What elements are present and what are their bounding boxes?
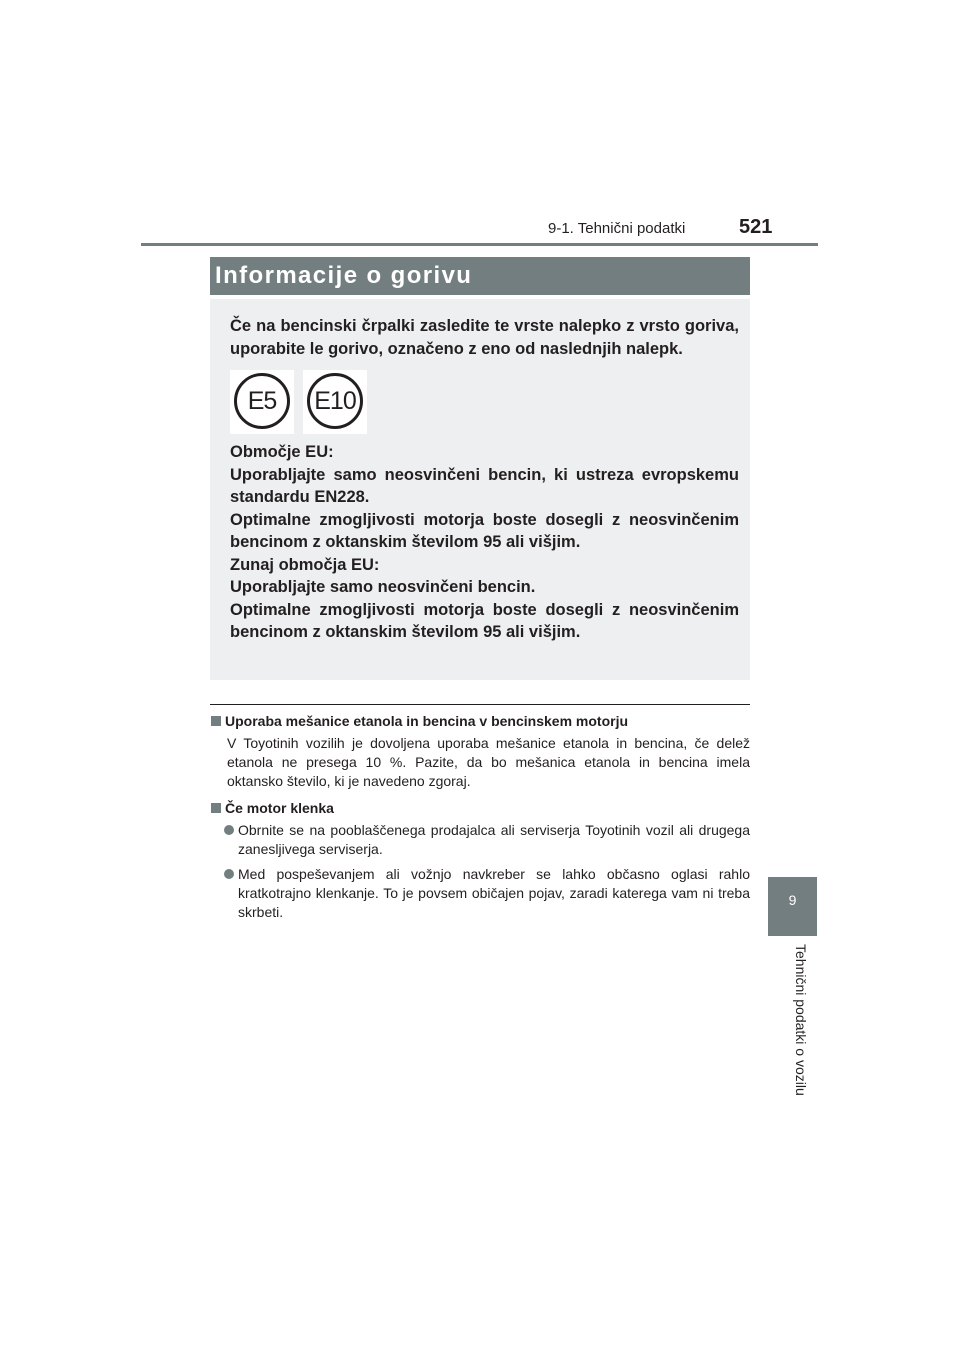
header-divider [141, 243, 818, 246]
eu-heading: Območje EU: [230, 443, 334, 461]
note-heading-text: Uporaba mešanice etanola in bencina v bencinskem motorju [225, 713, 629, 729]
eu-text-standard: Uporabljajte samo neosvinčeni bencin, ki ustreza evropskemu standardu EN228. [230, 465, 739, 506]
note-heading-text: Če motor klenka [225, 800, 334, 816]
round-bullet-icon [224, 825, 234, 835]
note-heading-knocking [210, 799, 750, 818]
fuel-badge-e10: E10 [307, 373, 363, 429]
non-eu-text-octane: Optimalne zmogljivosti motorja boste dosegli z neosvinčenim bencinom z oktanskim številom 95 ali višjim. [230, 600, 739, 641]
eu-text-octane: Optimalne zmogljivosti motorja boste dosegli z neosvinčenim bencinom z oktanskim številom 95 ali višjim. [230, 510, 739, 551]
section-divider [210, 704, 750, 705]
square-bullet-icon [211, 716, 221, 726]
fuel-badge-e5: E5 [234, 373, 290, 429]
fuel-info-box [210, 299, 750, 680]
non-eu-text-unleaded: Uporabljajte samo neosvinčeni bencin. [230, 578, 536, 596]
round-bullet-icon [224, 869, 234, 879]
page-number: 521 [739, 216, 773, 238]
fuel-intro-text: Če na bencinski črpalki zasledite te vrste nalepko z vrsto goriva, uporabite le gorivo, označeno z eno od naslednjih nalepk. [230, 317, 739, 358]
page-title: Informacije o gorivu [210, 257, 750, 295]
section-title: 9-1. Tehnični podatki [548, 220, 686, 237]
list-item-text: Obrnite se na pooblaščenega prodajalca ali serviserja Toyotinih vozil ali drugega zanesljivega serviserja. [238, 822, 750, 857]
note-heading-ethanol [210, 712, 750, 731]
chapter-tab-number: 9 [788, 892, 797, 908]
notes-section [210, 712, 750, 922]
list-item [224, 821, 750, 859]
fuel-badges [230, 367, 739, 437]
list-item [224, 865, 750, 922]
list-item-text: Med pospeševanjem ali vožnjo navkreber se lahko občasno oglasi rahlo kratkotrajno klenkanje. To je povsem običajen pojav, zaradi katerega vam ni treba skrbeti. [238, 866, 750, 920]
non-eu-heading: Zunaj območja EU: [230, 555, 380, 574]
square-bullet-icon [211, 803, 221, 813]
note-text-ethanol: V Toyotinih vozilih je dovoljena uporaba mešanice etanola in bencina, če delež etanola ne presega 10 %. Pazite, da bo mešanica etanola in bencina imela oktansko število, ki je navedeno zgoraj. [227, 735, 750, 789]
chapter-tab-label: Tehnični podatki o vozilu [793, 944, 809, 1096]
